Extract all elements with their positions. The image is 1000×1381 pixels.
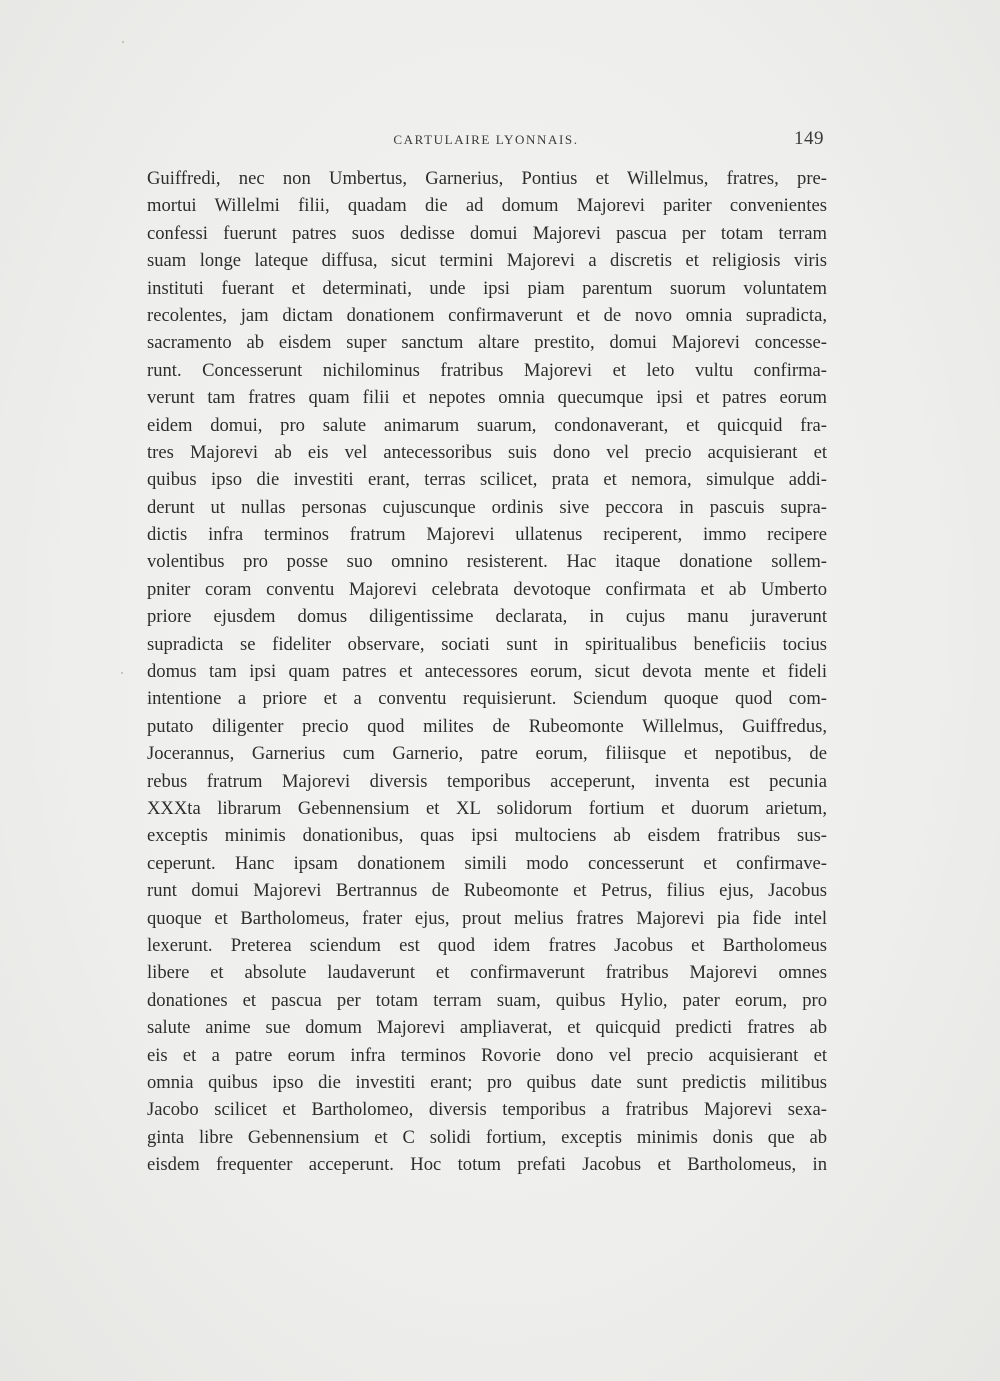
body-text (147, 165, 827, 1178)
text-line: instituti fuerant et determinati, unde ipsi piam parentum suorum voluntatem (147, 277, 827, 299)
text-line: donationes et pascua per totam terram suam, quibus Hylio, pater eorum, pro (147, 989, 827, 1011)
text-line: domus tam ipsi quam patres et antecessores eorum, sicut devota mente et fideli (147, 661, 827, 683)
text-line: salute anime sue domum Majorevi ampliaverat, et quicquid predicti fratres ab (147, 1017, 827, 1039)
text-line: ginta libre Gebennensium et C solidi fortium, exceptis minimis donis que ab (147, 1126, 827, 1148)
text-line: dictis infra terminos fratrum Majorevi ullatenus reciperent, immo recipere (147, 524, 827, 546)
running-title: CARTULAIRE LYONNAIS. (393, 132, 579, 147)
text-line: quoque et Bartholomeus, frater ejus, prout melius fratres Majorevi pia fide intel (147, 907, 827, 929)
paper-speck (121, 672, 123, 674)
page-number: 149 (794, 128, 824, 149)
text-line: confessi fuerunt patres suos dedisse domui Majorevi pascua per totam terram (147, 222, 827, 244)
text-line: eidem domui, pro salute animarum suarum, condonaverant, et quicquid fra- (147, 414, 827, 436)
text-line: XXXta librarum Gebennensium et XL solidorum fortium et duorum arietum, (147, 797, 827, 819)
text-line: suam longe lateque diffusa, sicut termini Majorevi a discretis et religiosis viris (147, 250, 827, 272)
text-line: ceperunt. Hanc ipsam donationem simili modo concesserunt et confirmave- (147, 852, 827, 874)
text-line: supradicta se fideliter observare, sociati sunt in spiritualibus beneficiis tocius (147, 633, 827, 655)
text-line: sacramento ab eisdem super sanctum altare prestito, domui Majorevi concesse- (147, 332, 827, 354)
text-line: exceptis minimis donationibus, quas ipsi multociens ab eisdem fratribus sus- (147, 825, 827, 847)
text-line: Guiffredi, nec non Umbertus, Garnerius, Pontius et Willelmus, fratres, pre- (147, 168, 827, 189)
text-line: volentibus pro posse suo omnino resisterent. Hac itaque donatione sollem- (147, 551, 827, 573)
text-line: mortui Willelmi filii, quadam die ad domum Majorevi pariter convenientes (147, 195, 827, 217)
text-line: libere et absolute laudaverunt et confirmaverunt fratribus Majorevi omnes (147, 962, 827, 984)
text-line: tres Majorevi ab eis vel antecessoribus suis dono vel precio acquisierant et (147, 441, 827, 463)
text-line: verunt tam fratres quam filii et nepotes omnia quecumque ipsi et patres eorum (147, 387, 827, 409)
text-line: omnia quibus ipso die investiti erant; pro quibus date sunt predictis militibus (147, 1071, 827, 1093)
running-head (148, 128, 824, 154)
text-line: priore ejusdem domus diligentissime declarata, in cujus manu juraverunt (147, 606, 827, 628)
text-line: pniter coram conventu Majorevi celebrata devotoque confirmata et ab Umberto (147, 578, 827, 600)
text-line: eis et a patre eorum infra terminos Rovorie dono vel precio acquisierant et (147, 1044, 827, 1066)
text-line: quibus ipso die investiti erant, terras scilicet, prata et nemora, simulque addi- (147, 469, 827, 491)
text-line: lexerunt. Preterea sciendum est quod idem fratres Jacobus et Bartholomeus (147, 934, 827, 956)
text-line: runt domui Majorevi Bertrannus de Rubeomonte et Petrus, filius ejus, Jacobus (147, 880, 827, 902)
text-line: rebus fratrum Majorevi diversis temporibus acceperunt, inventa est pecunia (147, 770, 827, 792)
text-line: putato diligenter precio quod milites de Rubeomonte Willelmus, Guiffredus, (147, 715, 827, 737)
text-line: eisdem frequenter acceperunt. Hoc totum prefati Jacobus et Bartholomeus, in (147, 1154, 827, 1176)
text-line: runt. Concesserunt nichilominus fratribus Majorevi et leto vultu confirma- (147, 359, 827, 381)
text-line: Jocerannus, Garnerius cum Garnerio, patre eorum, filiisque et nepotibus, de (147, 743, 827, 765)
text-line: Jacobo scilicet et Bartholomeo, diversis temporibus a fratribus Majorevi sexa- (147, 1099, 827, 1121)
text-line: recolentes, jam dictam donationem confirmaverunt et de novo omnia supradicta, (147, 304, 827, 326)
text-line: derunt ut nullas personas cujuscunque ordinis sive peccora in pascuis supra- (147, 496, 827, 518)
text-line: intentione a priore et a conventu requisierunt. Sciendum quoque quod com- (147, 688, 827, 710)
paper-speck (122, 41, 124, 43)
